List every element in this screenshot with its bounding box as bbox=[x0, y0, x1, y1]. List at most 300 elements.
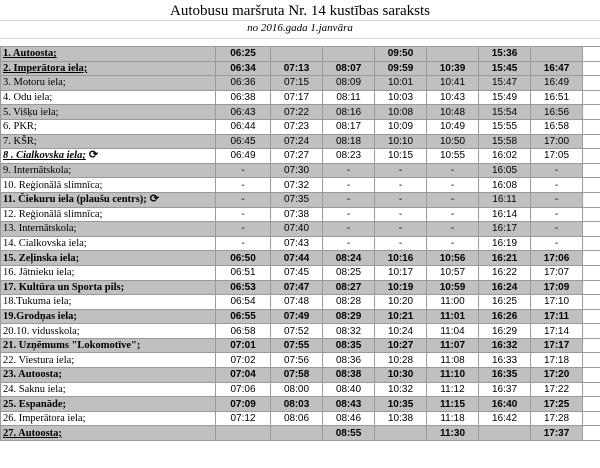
empty-cell bbox=[583, 119, 600, 134]
table-row bbox=[1, 309, 600, 324]
departure-time-cell: 10:32 bbox=[375, 382, 427, 397]
empty-cell bbox=[583, 280, 600, 295]
departure-time-cell: - bbox=[427, 178, 479, 193]
stop-name-cell bbox=[1, 280, 216, 295]
empty-cell bbox=[583, 222, 600, 237]
departure-time-cell: - bbox=[216, 207, 271, 222]
departure-time-cell: 08:17 bbox=[323, 119, 375, 134]
table-row bbox=[1, 382, 600, 397]
departure-time-cell: 07:12 bbox=[216, 411, 271, 426]
departure-time-cell: - bbox=[323, 236, 375, 251]
stop-name: 25. Espanāde; bbox=[3, 398, 67, 410]
departure-time-cell: - bbox=[427, 192, 479, 207]
departure-time-cell: - bbox=[375, 178, 427, 193]
departure-time-cell: 08:25 bbox=[323, 265, 375, 280]
empty-cell bbox=[583, 90, 600, 105]
departure-time-cell: 10:35 bbox=[375, 397, 427, 412]
stop-name: 4. Odu iela; bbox=[3, 92, 53, 104]
departure-time-cell bbox=[323, 47, 375, 62]
departure-time-cell: 08:11 bbox=[323, 90, 375, 105]
table-row bbox=[1, 47, 600, 62]
departure-time-cell: 16:42 bbox=[479, 411, 531, 426]
departure-time-cell: 10:08 bbox=[375, 105, 427, 120]
stop-name: 17. Kultūra un Sporta pils; bbox=[3, 281, 125, 293]
departure-time-cell: - bbox=[216, 178, 271, 193]
departure-time-cell: 16:49 bbox=[531, 76, 583, 91]
stop-name-cell bbox=[1, 236, 216, 251]
refresh-icon: ⟳ bbox=[88, 149, 99, 162]
departure-time-cell: 17:11 bbox=[531, 309, 583, 324]
page-title: Autobusu maršruta Nr. 14 kustības saraksts bbox=[170, 3, 430, 19]
departure-time-cell: - bbox=[323, 207, 375, 222]
departure-time-cell: 15:36 bbox=[479, 47, 531, 62]
departure-time-cell: 16:19 bbox=[479, 236, 531, 251]
empty-cell bbox=[583, 324, 600, 339]
departure-time-cell: 17:37 bbox=[531, 426, 583, 441]
table-row bbox=[1, 265, 600, 280]
departure-time-cell: 10:27 bbox=[375, 338, 427, 353]
table-row bbox=[1, 90, 600, 105]
departure-time-cell: 07:24 bbox=[271, 134, 323, 149]
departure-time-cell: 10:30 bbox=[375, 368, 427, 383]
departure-time-cell: 09:59 bbox=[375, 61, 427, 76]
stop-name-cell bbox=[1, 338, 216, 353]
departure-time-cell bbox=[479, 426, 531, 441]
departure-time-cell: 15:55 bbox=[479, 119, 531, 134]
departure-time-cell: 17:25 bbox=[531, 397, 583, 412]
departure-time-cell: 15:47 bbox=[479, 76, 531, 91]
departure-time-cell: 07:09 bbox=[216, 397, 271, 412]
departure-time-cell: 10:19 bbox=[375, 280, 427, 295]
departure-time-cell: 07:04 bbox=[216, 368, 271, 383]
departure-time-cell: 06:45 bbox=[216, 134, 271, 149]
departure-time-cell: 08:16 bbox=[323, 105, 375, 120]
departure-time-cell: 07:15 bbox=[271, 76, 323, 91]
departure-time-cell: 07:35 bbox=[271, 192, 323, 207]
empty-cell bbox=[583, 411, 600, 426]
departure-time-cell bbox=[271, 47, 323, 62]
empty-cell bbox=[583, 236, 600, 251]
stop-name-cell bbox=[1, 309, 216, 324]
stop-name: 24. Saknu iela; bbox=[3, 383, 66, 395]
departure-time-cell: 09:50 bbox=[375, 47, 427, 62]
stop-name-cell bbox=[1, 178, 216, 193]
stop-name-cell bbox=[1, 368, 216, 383]
stop-name-cell bbox=[1, 353, 216, 368]
table-row bbox=[1, 134, 600, 149]
departure-time-cell: 16:47 bbox=[531, 61, 583, 76]
departure-time-cell: 16:11 bbox=[479, 192, 531, 207]
stop-name: 3. Motoru iela; bbox=[3, 77, 66, 89]
empty-cell bbox=[583, 207, 600, 222]
departure-time-cell: 07:30 bbox=[271, 163, 323, 178]
departure-time-cell: 16:56 bbox=[531, 105, 583, 120]
stop-name-cell bbox=[1, 222, 216, 237]
departure-time-cell: 08:07 bbox=[323, 61, 375, 76]
empty-cell bbox=[583, 61, 600, 76]
departure-time-cell: - bbox=[375, 236, 427, 251]
departure-time-cell: 10:01 bbox=[375, 76, 427, 91]
table-row bbox=[1, 163, 600, 178]
refresh-icon: ⟳ bbox=[149, 193, 160, 206]
table-row bbox=[1, 119, 600, 134]
departure-time-cell: 16:22 bbox=[479, 265, 531, 280]
departure-time-cell: 06:50 bbox=[216, 251, 271, 266]
departure-time-cell: 16:26 bbox=[479, 309, 531, 324]
departure-time-cell: 11:10 bbox=[427, 368, 479, 383]
empty-cell bbox=[583, 251, 600, 266]
stop-name-cell bbox=[1, 119, 216, 134]
departure-time-cell: 07:27 bbox=[271, 149, 323, 164]
departure-time-cell: 06:38 bbox=[216, 90, 271, 105]
departure-time-cell: 07:58 bbox=[271, 368, 323, 383]
stop-name: 2. Imperātora iela; bbox=[3, 62, 88, 74]
departure-time-cell bbox=[531, 47, 583, 62]
departure-time-cell: 08:09 bbox=[323, 76, 375, 91]
departure-time-cell: 11:12 bbox=[427, 382, 479, 397]
departure-time-cell: 08:23 bbox=[323, 149, 375, 164]
departure-time-cell: - bbox=[531, 236, 583, 251]
table-row bbox=[1, 426, 600, 441]
departure-time-cell: 16:58 bbox=[531, 119, 583, 134]
table-row bbox=[1, 295, 600, 310]
stop-name: 12. Reģionālā slimnīca; bbox=[3, 208, 103, 220]
table-row bbox=[1, 105, 600, 120]
departure-time-cell: - bbox=[375, 207, 427, 222]
departure-time-cell: 07:13 bbox=[271, 61, 323, 76]
departure-time-cell: 07:17 bbox=[271, 90, 323, 105]
departure-time-cell: 10:41 bbox=[427, 76, 479, 91]
departure-time-cell: - bbox=[216, 163, 271, 178]
empty-cell bbox=[583, 192, 600, 207]
departure-time-cell: 16:33 bbox=[479, 353, 531, 368]
table-row bbox=[1, 397, 600, 412]
table-row bbox=[1, 353, 600, 368]
table-row bbox=[1, 338, 600, 353]
stop-name-cell bbox=[1, 47, 216, 62]
departure-time-cell: 15:49 bbox=[479, 90, 531, 105]
departure-time-cell: 07:47 bbox=[271, 280, 323, 295]
departure-time-cell: 08:40 bbox=[323, 382, 375, 397]
departure-time-cell: 06:49 bbox=[216, 149, 271, 164]
table-row bbox=[1, 324, 600, 339]
departure-time-cell: 16:35 bbox=[479, 368, 531, 383]
departure-time-cell: 07:48 bbox=[271, 295, 323, 310]
departure-time-cell: - bbox=[216, 222, 271, 237]
stop-name: 15. Zeļinska iela; bbox=[3, 252, 80, 264]
departure-time-cell: 10:21 bbox=[375, 309, 427, 324]
departure-time-cell: 07:38 bbox=[271, 207, 323, 222]
departure-time-cell: - bbox=[531, 222, 583, 237]
departure-time-cell: 17:20 bbox=[531, 368, 583, 383]
departure-time-cell: 17:00 bbox=[531, 134, 583, 149]
departure-time-cell: 17:07 bbox=[531, 265, 583, 280]
departure-time-cell bbox=[375, 426, 427, 441]
stop-name: 23. Autoosta; bbox=[3, 369, 62, 381]
departure-time-cell: 08:06 bbox=[271, 411, 323, 426]
departure-time-cell: 15:54 bbox=[479, 105, 531, 120]
stop-name: 26. Imperātora iela; bbox=[3, 413, 86, 425]
departure-time-cell: - bbox=[531, 207, 583, 222]
departure-time-cell: - bbox=[531, 163, 583, 178]
departure-time-cell: 11:04 bbox=[427, 324, 479, 339]
departure-time-cell: 11:15 bbox=[427, 397, 479, 412]
departure-time-cell: 07:40 bbox=[271, 222, 323, 237]
stop-name: 1. Autoosta; bbox=[3, 48, 57, 60]
departure-time-cell: 06:55 bbox=[216, 309, 271, 324]
departure-time-cell: - bbox=[323, 178, 375, 193]
departure-time-cell: - bbox=[427, 222, 479, 237]
departure-time-cell: 08:32 bbox=[323, 324, 375, 339]
departure-time-cell: 08:36 bbox=[323, 353, 375, 368]
departure-time-cell: - bbox=[323, 163, 375, 178]
stop-name-cell bbox=[1, 382, 216, 397]
sheet-gridline bbox=[0, 38, 600, 39]
departure-time-cell: 10:28 bbox=[375, 353, 427, 368]
stop-name-cell bbox=[1, 149, 216, 164]
departure-time-cell: 08:35 bbox=[323, 338, 375, 353]
stop-name: 20.10. vidusskola; bbox=[3, 325, 80, 337]
departure-time-cell: 10:56 bbox=[427, 251, 479, 266]
stop-name-cell bbox=[1, 76, 216, 91]
table-row bbox=[1, 61, 600, 76]
departure-time-cell: 06:51 bbox=[216, 265, 271, 280]
departure-time-cell: 10:43 bbox=[427, 90, 479, 105]
departure-time-cell: 10:03 bbox=[375, 90, 427, 105]
departure-time-cell: 10:20 bbox=[375, 295, 427, 310]
stop-name: 8 . Cialkovska iela; bbox=[3, 150, 86, 162]
departure-time-cell: 07:45 bbox=[271, 265, 323, 280]
departure-time-cell: - bbox=[427, 236, 479, 251]
departure-time-cell: 15:45 bbox=[479, 61, 531, 76]
departure-time-cell: 10:17 bbox=[375, 265, 427, 280]
departure-time-cell: 07:49 bbox=[271, 309, 323, 324]
departure-time-cell: 06:53 bbox=[216, 280, 271, 295]
stop-name-cell bbox=[1, 61, 216, 76]
schedule-table bbox=[0, 46, 600, 441]
departure-time-cell: 10:38 bbox=[375, 411, 427, 426]
table-row bbox=[1, 368, 600, 383]
stop-name: 13. Internātskola; bbox=[3, 223, 77, 235]
departure-time-cell: 07:22 bbox=[271, 105, 323, 120]
departure-time-cell: 06:44 bbox=[216, 119, 271, 134]
departure-time-cell: 08:46 bbox=[323, 411, 375, 426]
empty-cell bbox=[583, 178, 600, 193]
stop-name: 9. Internātskola; bbox=[3, 165, 72, 177]
departure-time-cell: 06:54 bbox=[216, 295, 271, 310]
departure-time-cell: 16:25 bbox=[479, 295, 531, 310]
departure-time-cell: 17:10 bbox=[531, 295, 583, 310]
stop-name: 14. Cialkovska iela; bbox=[3, 238, 87, 250]
departure-time-cell bbox=[271, 426, 323, 441]
table-row bbox=[1, 207, 600, 222]
departure-time-cell: 06:43 bbox=[216, 105, 271, 120]
departure-time-cell: 16:17 bbox=[479, 222, 531, 237]
departure-time-cell: - bbox=[375, 192, 427, 207]
departure-time-cell: 08:03 bbox=[271, 397, 323, 412]
departure-time-cell: 10:50 bbox=[427, 134, 479, 149]
table-row bbox=[1, 222, 600, 237]
stop-name-cell bbox=[1, 397, 216, 412]
departure-time-cell: 08:28 bbox=[323, 295, 375, 310]
departure-time-cell: 06:36 bbox=[216, 76, 271, 91]
departure-time-cell: - bbox=[323, 222, 375, 237]
departure-time-cell: 08:00 bbox=[271, 382, 323, 397]
departure-time-cell: 07:56 bbox=[271, 353, 323, 368]
departure-time-cell: 10:49 bbox=[427, 119, 479, 134]
departure-time-cell: 16:40 bbox=[479, 397, 531, 412]
stop-name: 5. Višķu iela; bbox=[3, 106, 59, 118]
empty-cell bbox=[583, 338, 600, 353]
departure-time-cell: - bbox=[375, 163, 427, 178]
departure-time-cell: 17:18 bbox=[531, 353, 583, 368]
stop-name: 22. Viestura iela; bbox=[3, 354, 75, 366]
departure-time-cell: 17:05 bbox=[531, 149, 583, 164]
departure-time-cell: 06:58 bbox=[216, 324, 271, 339]
empty-cell bbox=[583, 397, 600, 412]
departure-time-cell: 06:25 bbox=[216, 47, 271, 62]
departure-time-cell: 10:48 bbox=[427, 105, 479, 120]
departure-time-cell: 08:18 bbox=[323, 134, 375, 149]
empty-cell bbox=[583, 368, 600, 383]
departure-time-cell: 08:24 bbox=[323, 251, 375, 266]
departure-time-cell: 16:08 bbox=[479, 178, 531, 193]
departure-time-cell: 15:58 bbox=[479, 134, 531, 149]
empty-cell bbox=[583, 382, 600, 397]
departure-time-cell: 10:39 bbox=[427, 61, 479, 76]
empty-cell bbox=[583, 309, 600, 324]
stop-name: 21. Uzņēmums "Lokomotīve"; bbox=[3, 340, 141, 352]
empty-cell bbox=[583, 353, 600, 368]
departure-time-cell: 08:38 bbox=[323, 368, 375, 383]
departure-time-cell: 16:51 bbox=[531, 90, 583, 105]
page-subtitle: no 2016.gada 1.janvāra bbox=[247, 22, 353, 34]
departure-time-cell: 07:32 bbox=[271, 178, 323, 193]
departure-time-cell: 11:00 bbox=[427, 295, 479, 310]
departure-time-cell: 16:37 bbox=[479, 382, 531, 397]
stop-name: 19.Grodņas iela; bbox=[3, 310, 77, 322]
departure-time-cell: 07:43 bbox=[271, 236, 323, 251]
stop-name: 16. Jātnieku iela; bbox=[3, 267, 75, 279]
departure-time-cell: 10:57 bbox=[427, 265, 479, 280]
stop-name-cell bbox=[1, 163, 216, 178]
stop-name: 27. Autoosta; bbox=[3, 427, 62, 439]
table-row bbox=[1, 411, 600, 426]
departure-time-cell: 07:55 bbox=[271, 338, 323, 353]
stop-name-cell bbox=[1, 192, 216, 207]
departure-time-cell: - bbox=[216, 192, 271, 207]
departure-time-cell: 07:01 bbox=[216, 338, 271, 353]
stop-name-cell bbox=[1, 90, 216, 105]
departure-time-cell: - bbox=[531, 192, 583, 207]
departure-time-cell: 16:24 bbox=[479, 280, 531, 295]
departure-time-cell: - bbox=[531, 178, 583, 193]
empty-cell bbox=[583, 149, 600, 164]
departure-time-cell: 16:05 bbox=[479, 163, 531, 178]
departure-time-cell: 16:02 bbox=[479, 149, 531, 164]
empty-cell bbox=[583, 265, 600, 280]
departure-time-cell: 08:27 bbox=[323, 280, 375, 295]
stop-name-cell bbox=[1, 411, 216, 426]
departure-time-cell: 16:21 bbox=[479, 251, 531, 266]
table-row bbox=[1, 178, 600, 193]
departure-time-cell: 07:02 bbox=[216, 353, 271, 368]
empty-cell bbox=[583, 426, 600, 441]
table-row bbox=[1, 236, 600, 251]
departure-time-cell: 11:08 bbox=[427, 353, 479, 368]
departure-time-cell: 07:44 bbox=[271, 251, 323, 266]
stop-name: 18.Tukuma iela; bbox=[3, 296, 72, 308]
departure-time-cell: 10:09 bbox=[375, 119, 427, 134]
document-header bbox=[0, 0, 600, 38]
sheet-gridline bbox=[0, 20, 600, 21]
empty-cell bbox=[583, 105, 600, 120]
departure-time-cell: 08:55 bbox=[323, 426, 375, 441]
departure-time-cell: 17:17 bbox=[531, 338, 583, 353]
departure-time-cell: 17:28 bbox=[531, 411, 583, 426]
stop-name-cell bbox=[1, 324, 216, 339]
departure-time-cell: - bbox=[216, 236, 271, 251]
departure-time-cell: - bbox=[427, 163, 479, 178]
stop-name-cell bbox=[1, 295, 216, 310]
departure-time-cell: 10:55 bbox=[427, 149, 479, 164]
empty-cell bbox=[583, 295, 600, 310]
departure-time-cell: 17:14 bbox=[531, 324, 583, 339]
departure-time-cell: 16:32 bbox=[479, 338, 531, 353]
stop-name-cell bbox=[1, 105, 216, 120]
departure-time-cell: 10:24 bbox=[375, 324, 427, 339]
departure-time-cell: 17:09 bbox=[531, 280, 583, 295]
departure-time-cell: 17:06 bbox=[531, 251, 583, 266]
departure-time-cell: 10:15 bbox=[375, 149, 427, 164]
departure-time-cell bbox=[216, 426, 271, 441]
table-row bbox=[1, 251, 600, 266]
departure-time-cell: 17:22 bbox=[531, 382, 583, 397]
departure-time-cell: 07:52 bbox=[271, 324, 323, 339]
departure-time-cell: 11:30 bbox=[427, 426, 479, 441]
departure-time-cell: 11:07 bbox=[427, 338, 479, 353]
table-row bbox=[1, 280, 600, 295]
departure-time-cell: 11:18 bbox=[427, 411, 479, 426]
departure-time-cell: - bbox=[427, 207, 479, 222]
stop-name-cell bbox=[1, 207, 216, 222]
stop-name: 10. Reģionālā slimnīca; bbox=[3, 179, 103, 191]
departure-time-cell bbox=[427, 47, 479, 62]
departure-time-cell: 10:59 bbox=[427, 280, 479, 295]
departure-time-cell: 11:01 bbox=[427, 309, 479, 324]
table-row bbox=[1, 192, 600, 207]
stop-name: 11. Čiekuru iela (plaušu centrs); bbox=[3, 194, 147, 206]
departure-time-cell: - bbox=[323, 192, 375, 207]
departure-time-cell: 08:43 bbox=[323, 397, 375, 412]
departure-time-cell: 16:29 bbox=[479, 324, 531, 339]
departure-time-cell: 10:10 bbox=[375, 134, 427, 149]
departure-time-cell: 06:34 bbox=[216, 61, 271, 76]
empty-cell bbox=[583, 134, 600, 149]
table-row bbox=[1, 149, 600, 164]
stop-name: 7. KŠR; bbox=[3, 135, 37, 147]
stop-name-cell bbox=[1, 251, 216, 266]
departure-time-cell: 10:16 bbox=[375, 251, 427, 266]
stop-name-cell bbox=[1, 134, 216, 149]
empty-cell bbox=[583, 76, 600, 91]
stop-name-cell bbox=[1, 426, 216, 441]
stop-name-cell bbox=[1, 265, 216, 280]
table-row bbox=[1, 76, 600, 91]
departure-time-cell: 07:23 bbox=[271, 119, 323, 134]
departure-time-cell: 08:29 bbox=[323, 309, 375, 324]
empty-cell bbox=[583, 163, 600, 178]
